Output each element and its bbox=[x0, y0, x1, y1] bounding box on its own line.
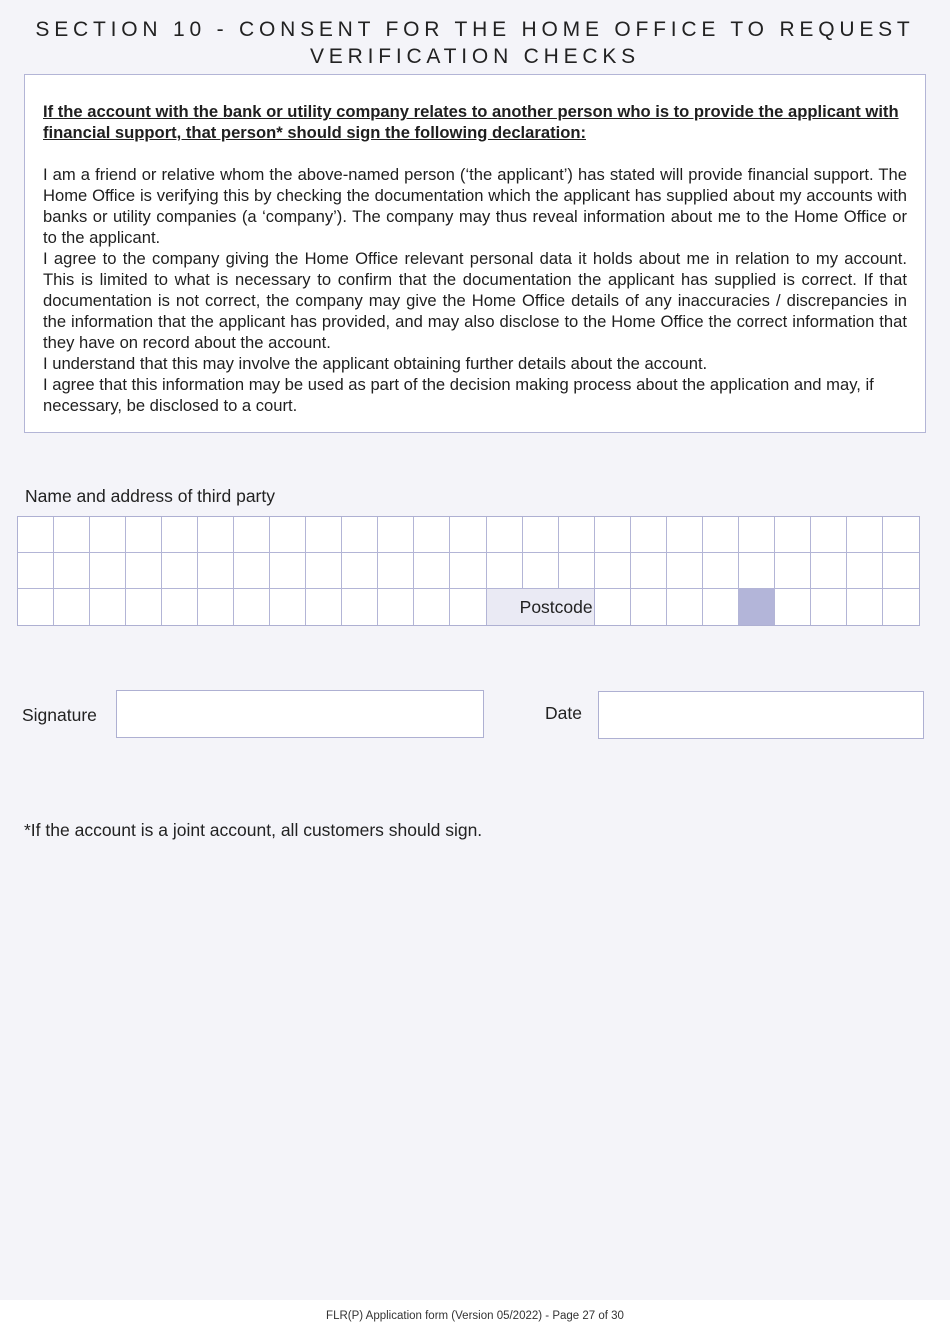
address-cell[interactable] bbox=[378, 589, 414, 625]
address-cell[interactable] bbox=[378, 517, 414, 553]
postcode-cell[interactable] bbox=[667, 589, 703, 625]
address-cell[interactable] bbox=[775, 553, 811, 589]
postcode-cell[interactable] bbox=[739, 589, 775, 625]
address-cell[interactable] bbox=[162, 589, 198, 625]
address-cell[interactable] bbox=[595, 517, 631, 553]
address-cell[interactable] bbox=[342, 553, 378, 589]
address-cell[interactable] bbox=[270, 589, 306, 625]
address-cell[interactable] bbox=[162, 553, 198, 589]
section-title-line-1: SECTION 10 - CONSENT FOR THE HOME OFFICE TO REQUEST bbox=[35, 18, 915, 41]
address-cell[interactable] bbox=[342, 589, 378, 625]
address-cell[interactable] bbox=[414, 589, 450, 625]
address-cell[interactable] bbox=[847, 517, 883, 553]
address-cell[interactable] bbox=[126, 517, 162, 553]
declaration-paragraph-1: I am a friend or relative whom the above-named person (‘the applicant’) has stated will provide financial support. The Home Office is verifying this by checking the documentation which the applicant has supplied about my accounts with banks or utility companies (a ‘company’). The company may thus reveal information about me to the Home Office or to the applicant. bbox=[43, 165, 907, 247]
declaration-paragraph-3: I understand that this may involve the applicant obtaining further details about the account. bbox=[43, 354, 708, 373]
address-cell[interactable] bbox=[631, 553, 667, 589]
address-cell[interactable] bbox=[306, 589, 342, 625]
postcode-cell[interactable] bbox=[595, 589, 631, 625]
address-cell[interactable] bbox=[559, 553, 595, 589]
address-cell[interactable] bbox=[559, 517, 595, 553]
address-cell[interactable] bbox=[90, 589, 126, 625]
address-cell[interactable] bbox=[126, 589, 162, 625]
postcode-cell[interactable] bbox=[811, 589, 847, 625]
address-cell[interactable] bbox=[162, 517, 198, 553]
address-cell[interactable] bbox=[739, 517, 775, 553]
declaration-paragraph-4: I agree that this information may be used as part of the decision making process about the application and may, if necessary, be disclosed to a court. bbox=[43, 375, 874, 415]
address-cell[interactable] bbox=[667, 553, 703, 589]
address-cell[interactable] bbox=[270, 553, 306, 589]
address-cell[interactable] bbox=[883, 553, 919, 589]
address-cell[interactable] bbox=[450, 589, 486, 625]
address-cell[interactable] bbox=[523, 553, 559, 589]
declaration-box bbox=[24, 74, 926, 433]
section-title-line-2: VERIFICATION CHECKS bbox=[309, 45, 640, 68]
address-cell[interactable] bbox=[18, 553, 54, 589]
postcode-label: Postcode bbox=[487, 589, 595, 625]
address-cell[interactable] bbox=[90, 517, 126, 553]
address-cell[interactable] bbox=[54, 589, 90, 625]
section-title bbox=[0, 16, 950, 70]
postcode-cell[interactable] bbox=[883, 589, 919, 625]
address-cell[interactable] bbox=[775, 517, 811, 553]
address-cell[interactable] bbox=[198, 589, 234, 625]
postcode-cell[interactable] bbox=[847, 589, 883, 625]
address-cell[interactable] bbox=[234, 589, 270, 625]
address-cell[interactable] bbox=[126, 553, 162, 589]
address-cell[interactable] bbox=[198, 553, 234, 589]
address-cell[interactable] bbox=[847, 553, 883, 589]
address-cell[interactable] bbox=[378, 553, 414, 589]
address-cell[interactable] bbox=[487, 553, 523, 589]
address-cell[interactable] bbox=[450, 553, 486, 589]
joint-account-footnote: *If the account is a joint account, all customers should sign. bbox=[24, 820, 483, 840]
date-field[interactable] bbox=[598, 691, 924, 739]
address-cell[interactable] bbox=[739, 553, 775, 589]
address-cell[interactable] bbox=[883, 517, 919, 553]
address-cell[interactable] bbox=[811, 517, 847, 553]
address-cell[interactable] bbox=[667, 517, 703, 553]
signature-field[interactable] bbox=[116, 690, 484, 738]
address-cell[interactable] bbox=[18, 517, 54, 553]
address-cell[interactable] bbox=[487, 517, 523, 553]
postcode-cell[interactable] bbox=[703, 589, 739, 625]
address-cell[interactable] bbox=[595, 553, 631, 589]
postcode-cell[interactable] bbox=[631, 589, 667, 625]
address-cell[interactable] bbox=[270, 517, 306, 553]
address-cell[interactable] bbox=[306, 517, 342, 553]
address-cell[interactable] bbox=[90, 553, 126, 589]
date-label: Date bbox=[545, 703, 582, 723]
address-cell[interactable] bbox=[703, 553, 739, 589]
address-cell[interactable] bbox=[523, 517, 559, 553]
address-cell[interactable] bbox=[306, 553, 342, 589]
address-cell[interactable] bbox=[18, 589, 54, 625]
signature-label: Signature bbox=[22, 705, 97, 725]
address-cell[interactable] bbox=[54, 517, 90, 553]
address-cell[interactable] bbox=[342, 517, 378, 553]
third-party-label: Name and address of third party bbox=[25, 486, 275, 506]
third-party-address-grid bbox=[17, 516, 920, 626]
address-cell[interactable] bbox=[631, 517, 667, 553]
address-cell[interactable] bbox=[450, 517, 486, 553]
address-cell[interactable] bbox=[234, 553, 270, 589]
postcode-cell[interactable] bbox=[775, 589, 811, 625]
page-footer: FLR(P) Application form (Version 05/2022) - Page 27 of 30 bbox=[326, 1310, 624, 1322]
address-cell[interactable] bbox=[198, 517, 234, 553]
address-cell[interactable] bbox=[234, 517, 270, 553]
address-cell[interactable] bbox=[811, 553, 847, 589]
declaration-heading: If the account with the bank or utility company relates to another person who is to provide the applicant with financial support, that person* should sign the following declaration: bbox=[43, 102, 899, 142]
address-cell[interactable] bbox=[54, 553, 90, 589]
address-cell[interactable] bbox=[414, 553, 450, 589]
declaration-paragraph-2: I agree to the company giving the Home Office relevant personal data it holds about me in relation to my account. This is limited to what is necessary to confirm that the documentation the applicant has supplied is correct. If that documentation is not correct, the company may give the Home Office details of any inaccuracies / discrepancies in the information that the applicant has provided, and may also disclose to the Home Office the correct information that they have on record about the account. bbox=[43, 249, 907, 352]
address-cell[interactable] bbox=[703, 517, 739, 553]
address-cell[interactable] bbox=[414, 517, 450, 553]
